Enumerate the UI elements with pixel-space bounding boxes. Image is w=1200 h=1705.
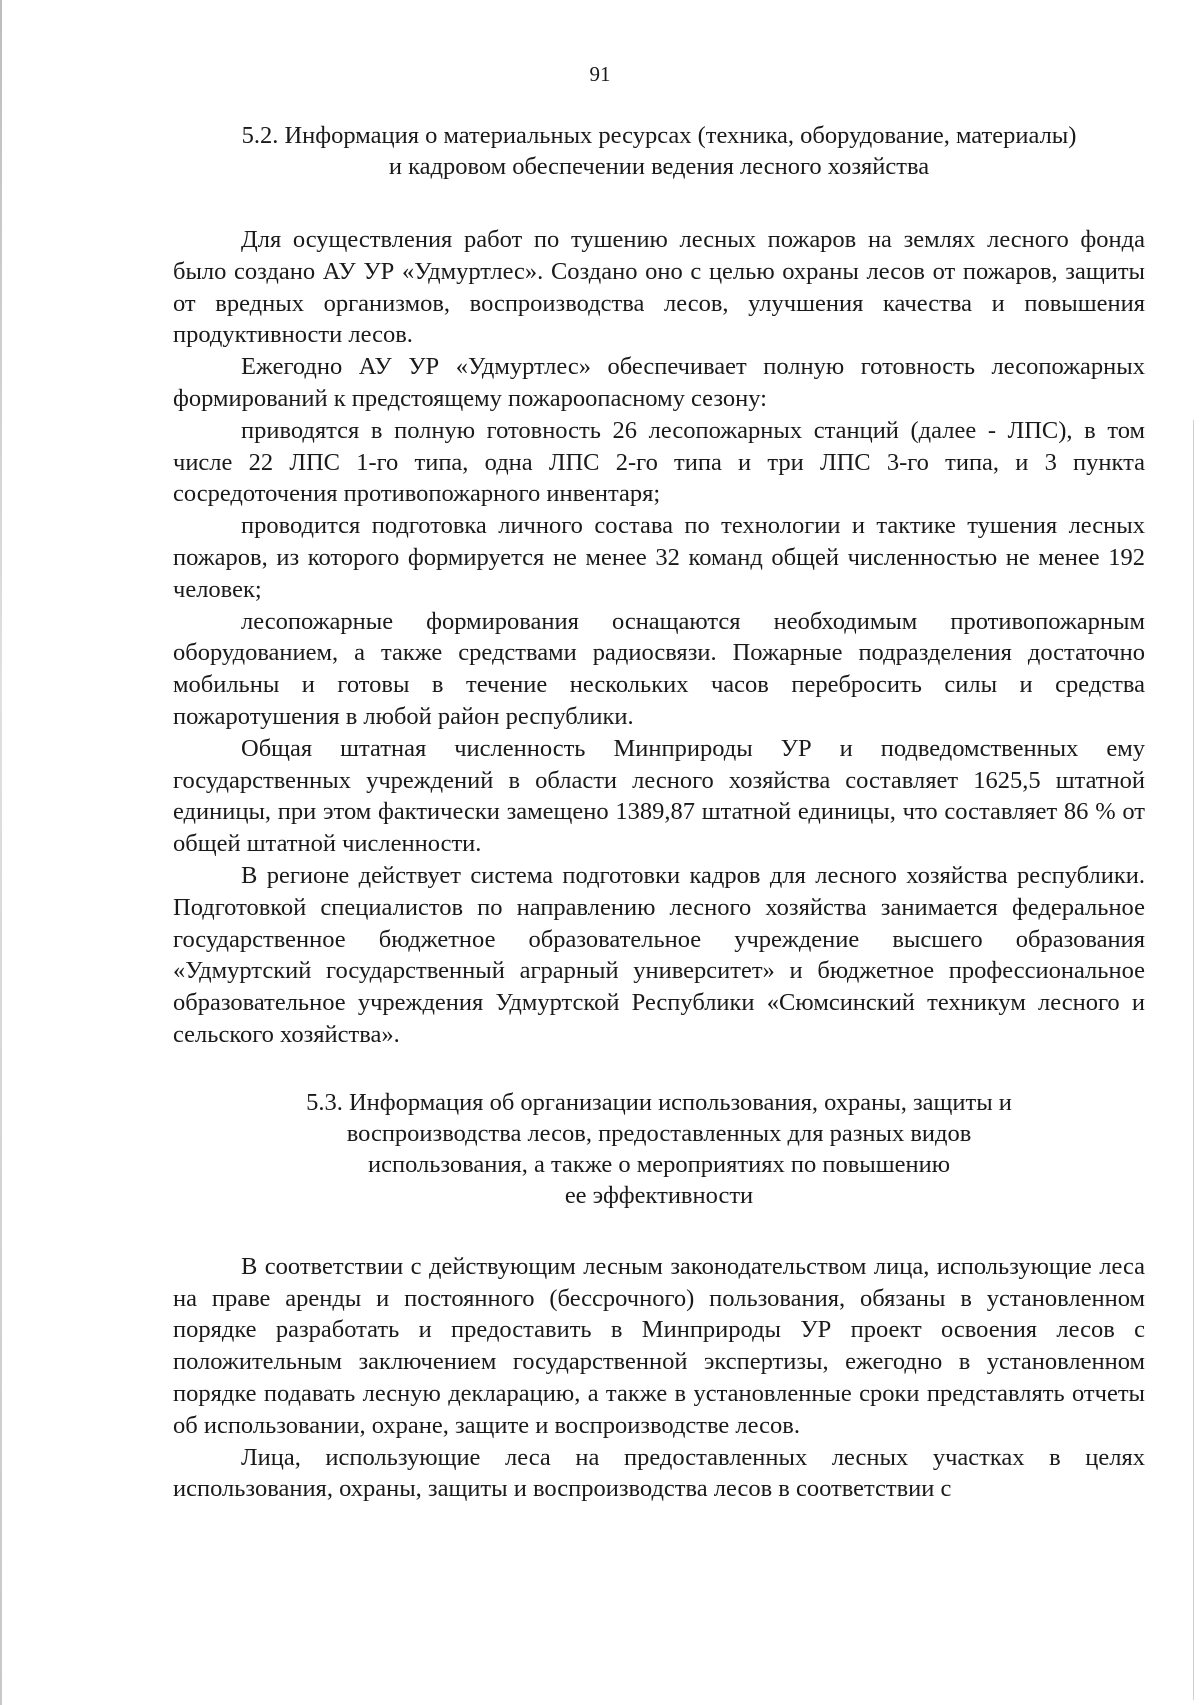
section-heading-5-3 (173, 1087, 1145, 1211)
page-number: 91 (589, 62, 611, 86)
section-heading-5-2-line2: и кадровом обеспечении ведения лесного хозяйства (388, 153, 930, 180)
paragraph-training-system: В регионе действует система подготовки кадров для лесного хозяйства республики. Подготовкой специалистов по направлению лесного хозяйства занимается федеральное государственное бюджетное образовательное учреждение высшего образования «Удмуртский государственный аграрный университет» и бюджетное профессиональное образовательное учреждения Удмуртской Республики «Сюмсинский техникум лесного и сельского хозяйства». (173, 861, 1145, 1048)
section-heading-5-2 (173, 120, 1145, 182)
paragraph-forest-users: Лица, использующие леса на предоставленных лесных участках в целях использования, охраны, защиты и воспроизводства лесов в соответствии с (173, 1443, 1145, 1503)
document-body (173, 120, 1145, 1505)
section-heading-5-3-line1: 5.3. Информация об организации использования, охраны, защиты и (306, 1088, 1012, 1116)
section-heading-5-3-line4: ее эффективности (564, 1181, 754, 1209)
paragraph-udmurtles-founding: Для осуществления работ по тушению лесных пожаров на землях лесного фонда было создано АУ УР «Удмуртлес». Создано оно с целью охраны лесов от пожаров, защиты от вредных организмов, воспроизводства лесов, улучшения качества и повышения продуктивности лесов. (173, 226, 1145, 349)
paragraph-legislation: В соответствии с действующим лесным законодательством лица, использующие леса на праве аренды и постоянного (бессрочного) пользования, обязаны в установленном порядке разработать и предоставить в Минприроды УР проект освоения лесов с положительным заключением государственной экспертизы, ежегодно в установленном порядке подавать лесную декларацию, а также в установленные сроки представлять отчеты об использовании, охране, защите и воспроизводстве лесов. (173, 1252, 1145, 1439)
paragraph-fire-stations: приводятся в полную готовность 26 лесопожарных станций (далее - ЛПС), в том числе 22 ЛПС 1-го типа, одна ЛПС 2-го типа и три ЛПС 3-го типа, и 3 пункта сосредоточения противопожарного инвентаря; (173, 416, 1145, 508)
scan-edge-right (1193, 420, 1194, 1700)
paragraph-equipment: лесопожарные формирования оснащаются необходимым противопожарным оборудованием, а также средствами радиосвязи. Пожарные подразделения достаточно мобильны и готовы в течение нескольких часов перебросить силы и средства пожаротушения в любой район республики. (173, 607, 1145, 730)
paragraph-staff-numbers: Общая штатная численность Минприроды УР и подведомственных ему государственных учреждений в области лесного хозяйства составляет 1625,5 штатной единицы, при этом фактически замещено 1389,87 штатной единицы, что составляет 86 % от общей штатной численности. (173, 734, 1145, 858)
section-heading-5-3-line2: воспроизводства лесов, предоставленных для разных видов (346, 1119, 972, 1147)
paragraph-personnel-training: проводится подготовка личного состава по технологии и тактике тушения лесных пожаров, из которого формируется не менее 32 команд общей численностью не менее 192 человек; (173, 512, 1145, 603)
paragraph-annual-readiness: Ежегодно АУ УР «Удмуртлес» обеспечивает полную готовность лесопожарных формирований к предстоящему пожароопасному сезону: (173, 353, 1145, 412)
scan-edge-left (0, 0, 2, 1705)
section-heading-5-3-line3: использования, а также о мероприятиях по повышению (367, 1150, 951, 1178)
section-heading-5-2-line1: 5.2. Информация о материальных ресурсах (техника, оборудование, материалы) (241, 122, 1077, 149)
